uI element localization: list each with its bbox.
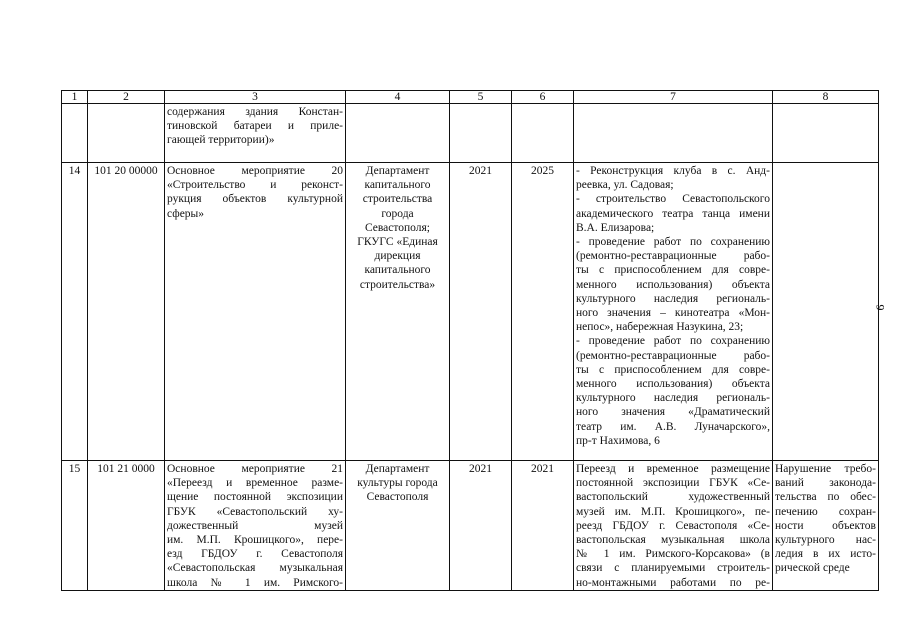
text-line: менного использования) объекта (576, 278, 770, 291)
text-line: «Переезд и временное разме- (167, 477, 343, 490)
text-line: реезд ГБДОУ г. Севастополя «Се- (576, 519, 770, 532)
consequence-cell (773, 104, 879, 163)
text-line: города (381, 207, 414, 220)
text-line: пр-т Нахимова, 6 (576, 434, 660, 447)
text-line: школа № 1 им. Римского- (167, 576, 343, 589)
text-line: Департамент (365, 165, 430, 177)
executor-cell (346, 461, 450, 591)
text-line: ГКУГС «Единая (357, 236, 438, 249)
result-cell (574, 104, 773, 163)
row-code: 101 20 00000 (88, 163, 165, 461)
text-line: ваний законода- (775, 477, 876, 490)
event-cell (165, 104, 346, 163)
text-line: ледия в их исто- (775, 548, 876, 561)
text-line: «Севастопольская музыкальная (167, 562, 343, 575)
start-year (450, 104, 512, 163)
text-line: - Реконструкция клуба в с. Анд- (576, 165, 770, 177)
text-line: музей им. М.П. Крошицкого», пе- (576, 505, 770, 518)
text-line: ты с приспособлением для совре- (576, 264, 770, 277)
result-cell (574, 461, 773, 591)
text-line: - проведение работ по сохранению (576, 335, 770, 348)
text-line: культурного наследия региональ- (576, 392, 770, 405)
table-row (62, 104, 879, 163)
row-number: 14 (62, 163, 88, 461)
text-line: ты с приспособлением для совре- (576, 363, 770, 376)
text-line: Департамент (365, 463, 430, 475)
text-line: строительства» (359, 278, 436, 291)
event-cell (165, 461, 346, 591)
text-line: печению сохран- (775, 505, 876, 518)
text-line: им. М.П. Крошицкого», пере- (167, 534, 343, 547)
text-line: но-монтажными работами по ре- (576, 576, 770, 589)
text-line: менного использования) объекта (576, 378, 770, 391)
end-year: 2021 (512, 461, 574, 591)
header-cell: 5 (450, 91, 512, 104)
text-line: щение постоянной экспозиции (167, 491, 343, 504)
text-line: дирекция (374, 250, 421, 263)
executor-cell (346, 104, 450, 163)
result-cell (574, 163, 773, 461)
text-line: ного значения – кинотеатра «Мон- (576, 307, 770, 320)
text-line: В.А. Елизарова; (576, 221, 655, 234)
header-cell: 6 (512, 91, 574, 104)
text-line: ного значения «Драматический (576, 406, 770, 419)
row-number (62, 104, 88, 163)
consequence-cell (773, 163, 879, 461)
text-line: тельства по обес- (775, 491, 876, 504)
text-line: постоянной экспозиции ГБУК «Се- (576, 477, 770, 490)
text-line: капитального (364, 264, 431, 277)
header-cell: 3 (165, 91, 346, 104)
text-line: академического театра танца имени (576, 207, 770, 220)
executor-cell (346, 163, 450, 461)
text-line: - проведение работ по сохранению (576, 236, 770, 249)
text-line: театр им. А.В. Луначарского», (576, 420, 770, 433)
text-line: ности объектов (775, 519, 876, 532)
start-year: 2021 (450, 461, 512, 591)
text-line: езд ГБДОУ г. Севастополя (167, 548, 343, 561)
text-line: содержания здания Констан- (167, 106, 343, 118)
text-line: Севастополя; (364, 221, 430, 234)
consequence-cell (773, 461, 879, 591)
text-line: № 1 им. Римского-Корсакова» (в (576, 548, 770, 561)
program-table (61, 90, 879, 591)
text-line: строительства (362, 193, 433, 206)
text-line: реевка, ул. Садовая; (576, 179, 674, 192)
row-code: 101 21 0000 (88, 461, 165, 591)
event-cell (165, 163, 346, 461)
text-line: Нарушение требо- (775, 463, 876, 475)
text-line: Основное мероприятие 21 (167, 463, 343, 475)
text-line: культурного нас- (775, 534, 876, 547)
header-cell: 7 (574, 91, 773, 104)
end-year (512, 104, 574, 163)
text-line: дожественный музей (167, 519, 343, 532)
text-line: непос», набережная Назукина, 23; (576, 321, 744, 334)
end-year: 2025 (512, 163, 574, 461)
text-line: связи с планируемыми строитель- (576, 562, 770, 575)
text-line: - строительство Севастопольского (576, 193, 770, 206)
text-line: Севастополя (366, 491, 429, 504)
text-line: культурного наследия региональ- (576, 292, 770, 305)
start-year: 2021 (450, 163, 512, 461)
row-code (88, 104, 165, 163)
text-line: гающей территории)» (167, 134, 275, 147)
header-cell: 1 (62, 91, 88, 104)
header-cell: 4 (346, 91, 450, 104)
text-line: Переезд и временное размещение (576, 463, 770, 475)
text-line: вастопольский художественный (576, 491, 770, 504)
page-number: 9 (873, 304, 888, 311)
text-line: «Строительство и реконст- (167, 179, 343, 192)
text-line: сферы» (167, 207, 205, 220)
text-line: рукция объектов культурной (167, 193, 343, 206)
text-line: (ремонтно-реставрационные рабо- (576, 349, 770, 362)
text-line: тиновской батареи и приле- (167, 120, 343, 133)
table-row (62, 163, 879, 461)
header-cell: 8 (773, 91, 879, 104)
text-line: капитального (364, 179, 431, 192)
text-line: рической среде (775, 562, 850, 575)
text-line: культуры города (357, 477, 438, 490)
header-row (62, 91, 879, 104)
row-number: 15 (62, 461, 88, 591)
text-line: (ремонтно-реставрационные рабо- (576, 250, 770, 263)
text-line: Основное мероприятие 20 (167, 165, 343, 177)
text-line: вастопольская музыкальная школа (576, 534, 770, 547)
header-cell: 2 (88, 91, 165, 104)
table-row (62, 461, 879, 591)
text-line: ГБУК «Севастопольский ху- (167, 505, 343, 518)
